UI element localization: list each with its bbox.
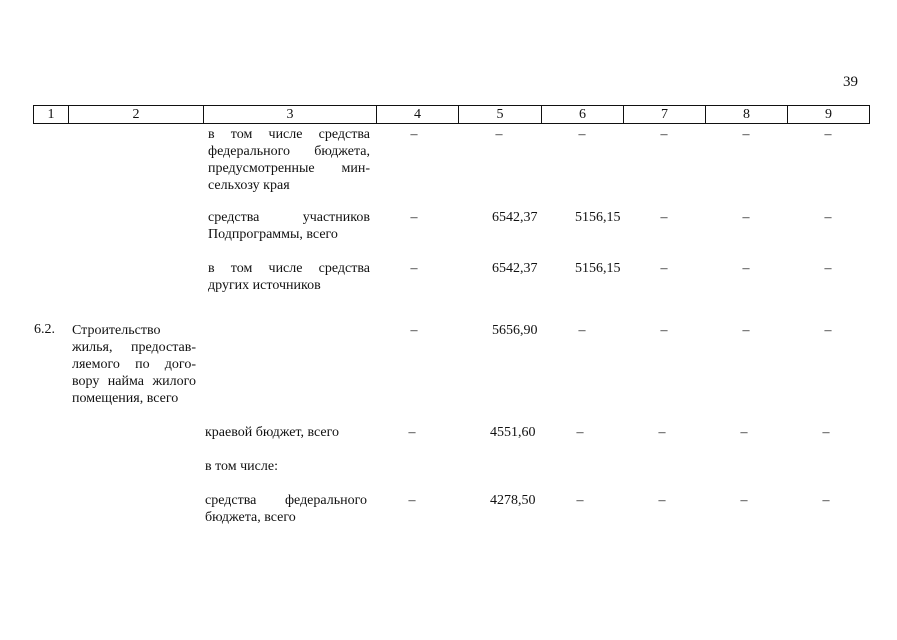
value-col-5: 4551,60 xyxy=(490,425,536,440)
row-description: краевой бюджет, всего xyxy=(205,425,340,440)
value-col-6: 5156,15 xyxy=(575,210,621,225)
value-col-8: – xyxy=(740,493,748,508)
value-col-7: – xyxy=(660,210,668,225)
value-col-9: – xyxy=(822,425,830,440)
page-number: 39 xyxy=(843,74,858,90)
column-number-header xyxy=(33,105,870,124)
value-col-9: – xyxy=(824,323,832,338)
item-number: 6.2. xyxy=(34,322,55,337)
row-description: средства федерального бюджета, всего xyxy=(205,493,367,525)
value-col-9: – xyxy=(824,127,832,142)
value-col-5: 4278,50 xyxy=(490,493,536,508)
value-col-6: – xyxy=(578,323,586,338)
value-col-4: – xyxy=(408,425,416,440)
value-col-4: – xyxy=(410,261,418,276)
value-col-8: – xyxy=(742,210,750,225)
row-description: средства участников Подпрограммы, всего xyxy=(208,210,370,242)
column-header-5: 5 xyxy=(459,106,542,124)
item-title: Строительство жилья, предостав-ляемого по дого-вору найма жилого помещения, всего xyxy=(72,323,196,406)
value-col-6: – xyxy=(576,425,584,440)
value-col-4: – xyxy=(410,127,418,142)
column-header-4: 4 xyxy=(377,106,459,124)
value-col-7: – xyxy=(660,323,668,338)
value-col-6: – xyxy=(578,127,586,142)
column-header-7: 7 xyxy=(624,106,706,124)
value-col-4: – xyxy=(410,323,418,338)
value-col-9: – xyxy=(822,493,830,508)
value-col-4: – xyxy=(410,210,418,225)
value-col-9: – xyxy=(824,261,832,276)
column-header-1: 1 xyxy=(34,106,69,124)
row-description: в том числе: xyxy=(205,459,278,474)
value-col-8: – xyxy=(742,323,750,338)
column-header-2: 2 xyxy=(69,106,204,124)
value-col-7: – xyxy=(660,261,668,276)
value-col-5: 6542,37 xyxy=(492,210,538,225)
value-col-8: – xyxy=(740,425,748,440)
row-description: в том числе средства федерального бюджета, предусмотренные мин-сельхозу края xyxy=(208,127,370,193)
value-col-4: – xyxy=(408,493,416,508)
value-col-6: 5156,15 xyxy=(575,261,621,276)
value-col-6: – xyxy=(576,493,584,508)
value-col-7: – xyxy=(660,127,668,142)
value-col-9: – xyxy=(824,210,832,225)
column-header-6: 6 xyxy=(542,106,624,124)
value-col-7: – xyxy=(658,425,666,440)
row-description: в том числе средства других источников xyxy=(208,261,370,293)
value-col-8: – xyxy=(742,127,750,142)
value-col-7: – xyxy=(658,493,666,508)
column-header-9: 9 xyxy=(788,106,870,124)
value-col-5: 5656,90 xyxy=(492,323,538,338)
value-col-8: – xyxy=(742,261,750,276)
column-header-8: 8 xyxy=(706,106,788,124)
column-header-3: 3 xyxy=(204,106,377,124)
value-col-5: 6542,37 xyxy=(492,261,538,276)
value-col-5: – xyxy=(495,127,503,142)
